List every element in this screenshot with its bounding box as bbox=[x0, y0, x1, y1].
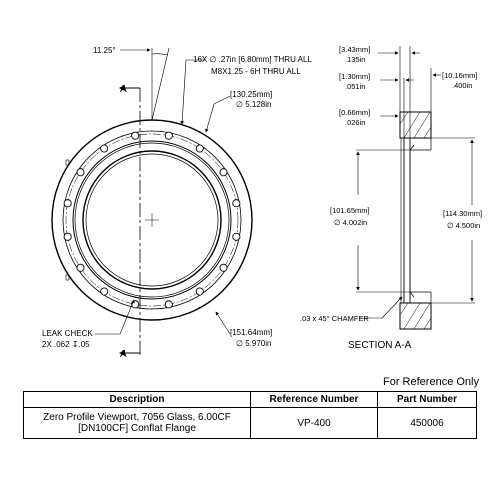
reference-note: For Reference Only bbox=[383, 376, 479, 388]
hole-callout-leader bbox=[182, 60, 205, 124]
bolt-circle-in: ∅ 5.128in bbox=[236, 100, 272, 109]
header-description: Description bbox=[24, 392, 251, 408]
chamfer-label: .03 x 45° CHAMFER bbox=[300, 314, 369, 323]
section-title: SECTION A-A bbox=[348, 340, 412, 351]
section-view bbox=[400, 112, 431, 329]
front-view bbox=[52, 120, 252, 320]
outer-dia-leader bbox=[216, 312, 230, 334]
outer-dia-in: ∅ 5.970in bbox=[236, 339, 272, 348]
angle-dimension bbox=[120, 48, 169, 120]
dim-3-43-mm: [3.43mm] bbox=[339, 45, 371, 54]
bolt-circle-leader bbox=[206, 96, 230, 132]
dim-10-16-in: .400in bbox=[452, 81, 473, 90]
cell-reference-number: VP-400 bbox=[251, 408, 378, 439]
dim-10-16-mm: [10.16mm] bbox=[442, 71, 478, 80]
description-line2: [DN100CF] Conflat Flange bbox=[78, 423, 196, 434]
bolt-hole bbox=[165, 132, 172, 139]
hole-callout-line2: M8X1.25 - 6H THRU ALL bbox=[211, 67, 301, 76]
dim-0-66-mm: [0.66mm] bbox=[339, 108, 371, 117]
bolt-hole bbox=[220, 169, 227, 176]
title-block-data-row bbox=[24, 408, 477, 439]
dim-101-65-mm: [101.65mm] bbox=[330, 206, 370, 215]
bolt-hole bbox=[233, 200, 240, 207]
leak-check-line2: 2X .062 ↧.05 bbox=[42, 340, 90, 349]
dim-101-65-in: ∅ 4.002in bbox=[334, 218, 368, 227]
bolt-hole bbox=[77, 264, 84, 271]
bolt-hole bbox=[220, 264, 227, 271]
bolt-hole bbox=[101, 145, 108, 152]
dim-114-30-mm: [114.30mm] bbox=[443, 209, 483, 218]
bolt-hole bbox=[77, 169, 84, 176]
bolt-hole bbox=[64, 233, 71, 240]
bolt-hole bbox=[196, 145, 203, 152]
dim-0-66-in: .026in bbox=[345, 118, 366, 127]
section-tube-wall bbox=[404, 138, 410, 303]
bolt-hole bbox=[132, 301, 139, 308]
dim-3-43-in: .135in bbox=[345, 55, 366, 64]
bolt-circle-mm: [130.25mm] bbox=[230, 90, 273, 99]
cell-part-number: 450006 bbox=[378, 408, 477, 439]
dim-1-30-in: .051in bbox=[345, 82, 366, 91]
bolt-hole bbox=[233, 233, 240, 240]
outer-dia-mm: [151.64mm] bbox=[230, 328, 273, 337]
angle-label: 11.25° bbox=[93, 46, 116, 55]
bolt-hole bbox=[101, 288, 108, 295]
header-reference-number: Reference Number bbox=[251, 392, 378, 408]
bolt-hole bbox=[132, 132, 139, 139]
section-hatching bbox=[400, 112, 431, 329]
title-block bbox=[23, 391, 477, 439]
bolt-hole bbox=[196, 288, 203, 295]
bolt-hole bbox=[165, 301, 172, 308]
header-part-number: Part Number bbox=[378, 392, 477, 408]
leak-check-line1: LEAK CHECK bbox=[42, 329, 93, 338]
section-letter-top: A bbox=[120, 84, 127, 95]
bolt-hole bbox=[64, 200, 71, 207]
title-block-header-row bbox=[24, 392, 477, 408]
hole-callout-line1: 16X ∅ .27in [6.80mm] THRU ALL bbox=[193, 55, 312, 64]
section-cut-line bbox=[120, 88, 140, 355]
dim-1-30-mm: [1.30mm] bbox=[339, 72, 371, 81]
cell-description bbox=[24, 408, 251, 439]
section-letter-bottom: A bbox=[120, 349, 127, 360]
dim-114-30-in: ∅ 4.500in bbox=[447, 221, 481, 230]
description-line1: Zero Profile Viewport, 7056 Glass, 6.00CF bbox=[43, 412, 231, 423]
